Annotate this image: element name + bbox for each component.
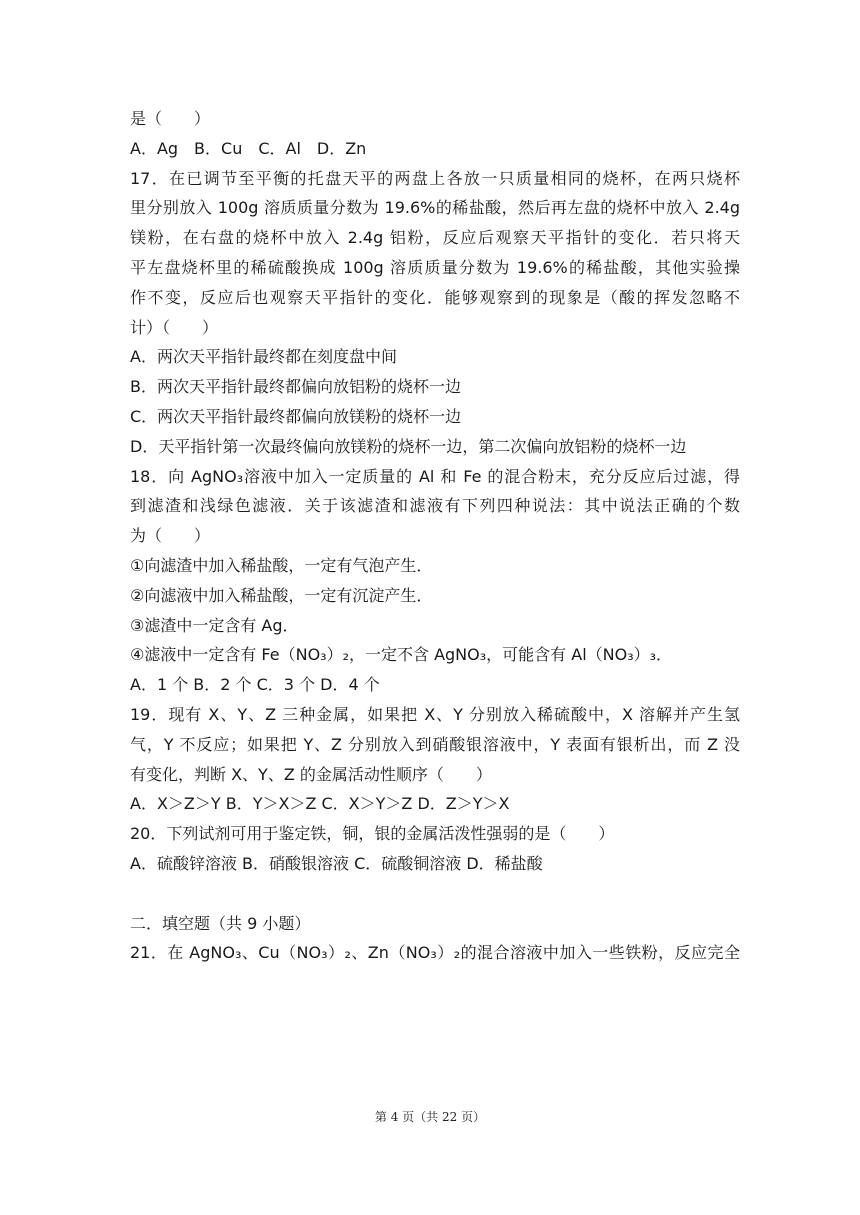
question-17-text: 镁粉，在右盘的烧杯中放入 2.4g 铝粉，反应后观察天平指针的变化．若只将天: [130, 228, 740, 248]
question-21-text: 21．在 AgNO₃、Cu（NO₃）₂、Zn（NO₃）₂的混合溶液中加入一些铁粉，反应完全: [130, 943, 740, 963]
option-a: A．两次天平指针最终都在刻度盘中间: [130, 347, 397, 367]
blank-line: [130, 879, 740, 909]
question-18-text: 为（ ）: [130, 526, 211, 546]
statement-1: ①向滤渣中加入稀盐酸，一定有气泡产生．: [130, 555, 433, 575]
answer-options: A．1 个 B．2 个 C．3 个 D．4 个: [130, 675, 380, 695]
page-footer: 第 4 页（共 22 页）: [374, 1110, 486, 1124]
statement-4: ④滤液中一定含有 Fe（NO₃）₂，一定不含 AgNO₃，可能含有 Al（NO₃）₃．: [130, 645, 673, 665]
document-body: [130, 104, 740, 968]
question-19-text: 19．现有 X、Y、Z 三种金属，如果把 X、Y 分别放入稀硫酸中，X 溶解并产生氢: [130, 704, 740, 724]
question-17-text: 里分别放入 100g 溶质质量分数为 19.6%的稀盐酸，然后再左盘的烧杯中放入 2.4g: [130, 198, 740, 218]
section-heading: 二．填空题（共 9 小题）: [130, 913, 311, 933]
question-17-text: 平左盘烧杯里的稀硫酸换成 100g 溶质质量分数为 19.6%的稀盐酸，其他实验操: [130, 257, 740, 277]
answer-options: A．X＞Z＞Y B．Y＞X＞Z C．X＞Y＞Z D．Z＞Y＞X: [130, 794, 510, 814]
question-17-text: 17．在已调节至平衡的托盘天平的两盘上各放一只质量相同的烧杯，在两只烧杯: [130, 168, 740, 188]
answer-options: A．硫酸锌溶液 B．硝酸银溶液 C．硫酸铜溶液 D．稀盐酸: [130, 853, 543, 873]
option-b: B．两次天平指针最终都偏向放铝粉的烧杯一边: [130, 377, 461, 397]
statement-3: ③滤渣中一定含有 Ag．: [130, 615, 299, 635]
question-18-text: 到滤渣和浅绿色滤液．关于该滤渣和滤液有下列四种说法：其中说法正确的个数: [130, 496, 740, 516]
question-20-text: 20．下列试剂可用于鉴定铁，铜，银的金属活泼性强弱的是（ ）: [130, 824, 615, 844]
question-19-text: 有变化，判断 X、Y、Z 的金属活动性顺序（ ）: [130, 764, 492, 784]
statement-2: ②向滤液中加入稀盐酸，一定有沉淀产生．: [130, 585, 433, 605]
option-d: D．天平指针第一次最终偏向放镁粉的烧杯一边，第二次偏向放铝粉的烧杯一边: [130, 436, 687, 456]
answer-options: A．Ag B．Cu C．Al D．Zn: [130, 138, 367, 158]
text-line: 是（ ）: [130, 109, 211, 128]
question-17-text: 作不变，反应后也观察天平指针的变化．能够观察到的现象是（酸的挥发忽略不: [130, 287, 740, 307]
question-18-text: 18．向 AgNO₃溶液中加入一定质量的 Al 和 Fe 的混合粉末，充分反应后过滤，得: [130, 466, 740, 486]
option-c: C．两次天平指针最终都偏向放镁粉的烧杯一边: [130, 406, 462, 426]
question-19-text: 气，Y 不反应；如果把 Y、Z 分别放入到硝酸银溶液中，Y 表面有银析出，而 Z 没: [130, 734, 740, 754]
question-17-text: 计）（ ）: [130, 317, 219, 337]
